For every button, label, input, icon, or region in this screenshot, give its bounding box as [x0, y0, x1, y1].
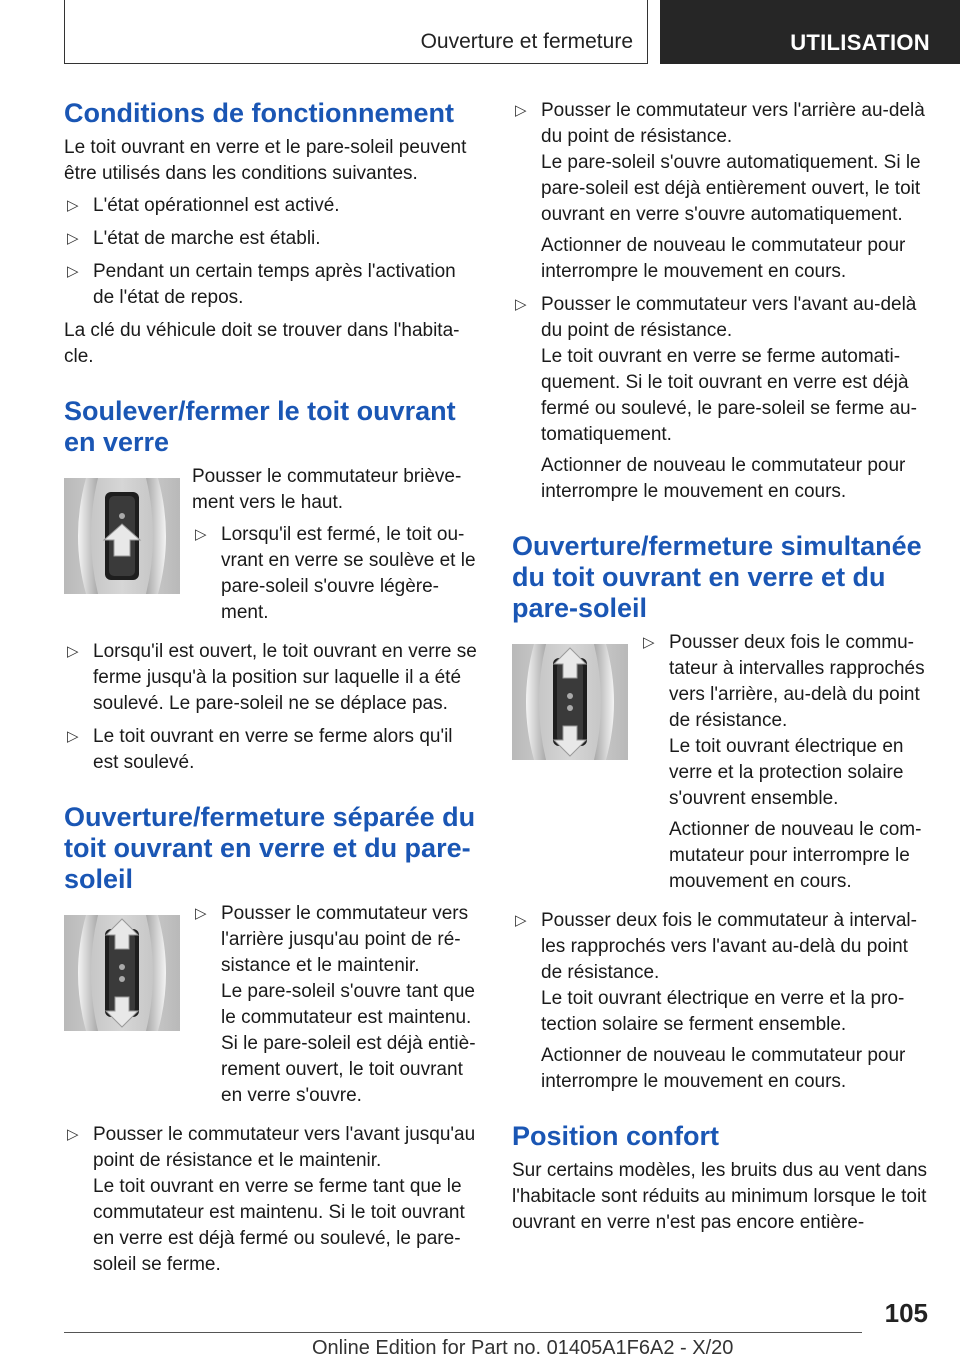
- footer-divider: [64, 1332, 862, 1333]
- figure-row: [64, 901, 480, 1116]
- list-item: ▷ Lorsqu'il est fermé, le toit ou-vrant en verre se soulève et le pare-soleil s'ouvre légère-ment.: [195, 524, 476, 623]
- bullet-triangle-icon: ▷: [67, 230, 79, 247]
- bullet-triangle-icon: ▷: [67, 728, 79, 745]
- list-item: ▷ Pousser deux fois le commutateur à interval-les rapprochés vers l'avant au-delà du point de résistance. Le toit ouvrant électrique en verre et la pro-tection solaire se ferment ensemble. Actionner de nouveau le commutateur pour interrompre le mouvement en cours.: [515, 910, 917, 1092]
- section-tab-label: UTILISATION: [790, 30, 930, 55]
- bullet-triangle-icon: ▷: [515, 296, 527, 313]
- section-tab: [660, 0, 960, 64]
- fig-instruction: Pousser le commutateur briève-ment vers le haut.: [192, 466, 462, 513]
- key-note: La clé du véhicule doit se trouver dans l'habita-cle.: [64, 320, 460, 367]
- figure-row: [64, 464, 480, 633]
- list-item: ▷ Pousser deux fois le commu-tateur à intervalles rapprochés vers l'arrière, au-delà du point de résistance. Le toit ouvrant électrique en verre et la protection solaire s'ouvrent ensemble. Actionner de nouveau le com-mutateur pour interrompre le mouvement en cours.: [643, 632, 925, 892]
- bullet-triangle-icon: ▷: [515, 912, 527, 929]
- left-column: [64, 98, 480, 1285]
- simultaneous-list: [512, 908, 928, 1095]
- chapter-box: [64, 0, 648, 64]
- switch-updown-figure: [64, 915, 180, 1031]
- bullet-triangle-icon: ▷: [195, 905, 207, 922]
- conditions-list: [64, 193, 480, 311]
- lift-list: [64, 639, 480, 776]
- heading-lift-close: Soulever/fermer le toit ouvrant en verre: [64, 396, 456, 457]
- figure-row: [512, 630, 928, 902]
- heading-simultaneous-open-close: Ouverture/fermeture simultanée du toit ouvrant en verre et du pare-soleil: [512, 531, 922, 623]
- bullet-triangle-icon: ▷: [67, 263, 79, 280]
- list-item: ▷ Pousser le commutateur vers l'avant jusqu'au point de résistance et le maintenir. Le toit ouvrant en verre se ferme tant que le commutateur est maintenu. Si le toit ouvrant en verre est déjà fermé ou soulevé, le pare-soleil se ferme.: [67, 1124, 476, 1275]
- page-number: 105: [884, 1298, 928, 1328]
- heading-comfort-position: Position confort: [512, 1121, 719, 1151]
- switch-up-figure: [64, 478, 180, 594]
- comfort-paragraph: Sur certains modèles, les bruits dus au vent dans l'habitacle sont réduits au minimum lorsque le toit ouvrant en verre n'est pas encore entière-: [512, 1160, 928, 1233]
- list-item: ▷ Pousser le commutateur vers l'arrière jusqu'au point de ré-sistance et le maintenir. Le pare-soleil s'ouvre tant que le commutateur est maintenu. Si le pare-soleil est déjà entiè-rement ouvert, le toit ouvrant en verre s'ouvre.: [195, 903, 476, 1106]
- continued-list: [512, 98, 928, 505]
- list-item: ▷ Pousser le commutateur vers l'arrière au-delà du point de résistance. Le pare-soleil s'ouvre automatiquement. Si le pare-soleil est déjà entièrement ouvert, le toit ouvrant en verre s'ouvre automatiquement. Actionner de nouveau le commutateur pour interrompre le mouvement en cours.: [515, 100, 925, 282]
- bullet-triangle-icon: ▷: [195, 526, 207, 543]
- bullet-triangle-icon: ▷: [67, 1126, 79, 1143]
- chapter-title: Ouverture et fermeture: [420, 30, 633, 53]
- bullet-triangle-icon: ▷: [67, 643, 79, 660]
- separate-list: [64, 1122, 480, 1278]
- list-item: ▷ Lorsqu'il est ouvert, le toit ouvrant en verre se ferme jusqu'à la position sur laquelle il a été soulevé. Le pare-soleil ne se déplace pas.: [67, 641, 477, 714]
- list-item: ▷ Pendant un certain temps après l'activation de l'état de repos.: [67, 261, 456, 308]
- list-item: ▷ L'état opérationnel est activé.: [64, 193, 480, 219]
- list-item: ▷ Le toit ouvrant en verre se ferme alors qu'il est soulevé.: [67, 726, 453, 773]
- bullet-triangle-icon: ▷: [643, 634, 655, 651]
- page-header: [64, 0, 960, 64]
- footer-edition: Online Edition for Part no. 01405A1F6A2 - X/20: [312, 1337, 734, 1359]
- list-item: ▷ L'état de marche est établi.: [64, 226, 480, 252]
- intro-paragraph: Le toit ouvrant en verre et le pare-soleil peuvent être utilisés dans les conditions suivantes.: [64, 137, 467, 184]
- list-item: ▷ Pousser le commutateur vers l'avant au-delà du point de résistance. Le toit ouvrant en verre se ferme automati-quement. Si le toit ouvrant en verre est déjà fermé ou soulevé, le pare-soleil se ferme au-tomatiquement. Actionner de nouveau le commutateur pour interrompre le mouvement en cours.: [515, 294, 917, 502]
- heading-operating-conditions: Conditions de fonctionnement: [64, 98, 454, 128]
- bullet-triangle-icon: ▷: [67, 197, 79, 214]
- right-column: [512, 98, 928, 1242]
- bullet-triangle-icon: ▷: [515, 102, 527, 119]
- switch-updown-figure: [512, 644, 628, 760]
- heading-separate-open-close: Ouverture/fermeture séparée du toit ouvrant en verre et du pare-soleil: [64, 802, 476, 894]
